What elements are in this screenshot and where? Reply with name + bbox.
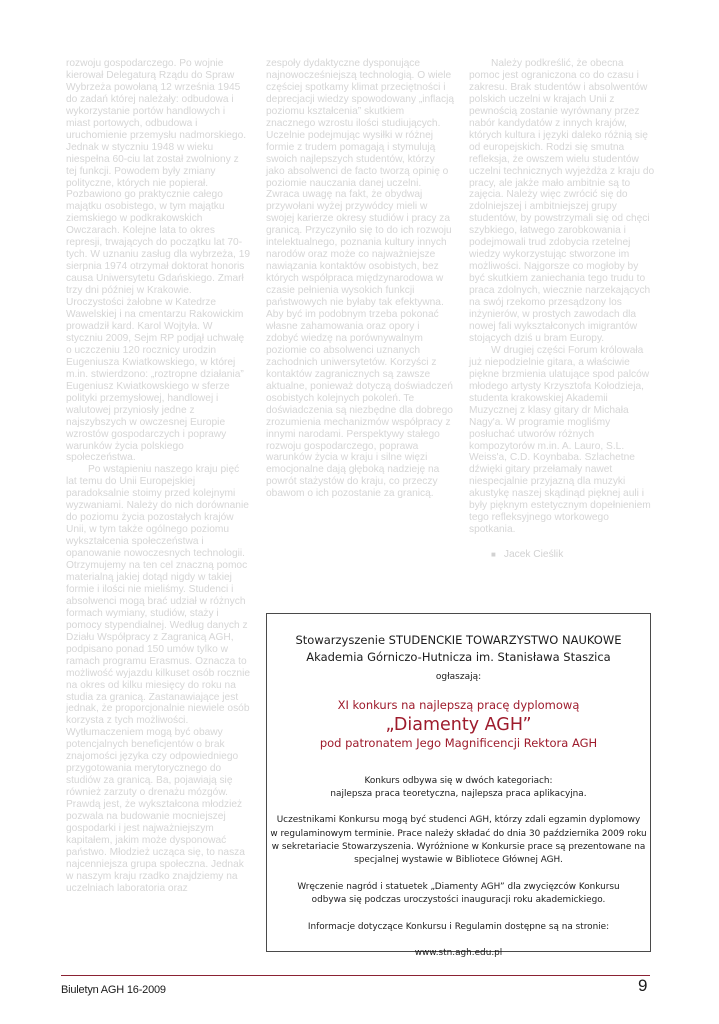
contest-info: Informacje dotyczące Konkursu i Regulamin dostępne są na stronie: [307, 921, 610, 932]
categories-line: Konkurs odbywa się w dwóch kategoriach: [364, 776, 553, 786]
footer-publication: Biuletyn AGH 16-2009 [61, 984, 166, 996]
article-paragraph: W drugiej części Forum królowała już niepodzielnie gitara, a właściwie piękne brzmienia ulatujące spod palców młodego artysty Krzysztofa Kołodzieja, studenta krakowskiej Akademii Muzycznej z klasy gitary dr Michała Nagy'a. W programie mogliśmy posłuchać utworów różnych kompozytorów m.in. A. Lauro, S.L. Weiss'a, C.D. Koynbaba. Szlachetne dźwięki gitary przełamały nawet niespecjalnie przyjazną dla muzyki akustykę naszej skądinąd pięknej auli i były pięknym estetycznym dopełnieniem tego refleksyjnego wtorkowego spotkania. [469, 344, 651, 536]
article-paragraph: Po wstąpieniu naszego kraju pięć lat temu do Unii Europejskiej paradoksalnie stoimy przed kolejnymi wyzwaniami. Należy do nich dorównanie do poziomu życia pozostałych krajów Unii, w tym także ogólnego poziomu wykształcenia społeczeństwa i opanowanie nowoczesnych technologii. Otrzymujemy na ten cel znaczną pomoc materialną jakiej dotąd nigdy w takiej formie i ilości nie mieliśmy. Studenci i absolwenci mogą brać udział w różnych formach wymiany, studiów, staży i pomocy stypendialnej. Według danych z Działu Współpracy z Zagranicą AGH, podpisano ponad 150 umów tylko w ramach programu Erasmus. Oznacza to możliwość wyjazdu kilkuset osób rocznie na okres od kilku miesięcy do roku na studia za granicą. Zastanawiające jest jednak, że proporcjonalnie niewiele osób korzysta z tych możliwości. Wytłumaczeniem mogą być obawy potencjalnych beneficjentów o brak znajomości języka czy odpowiedniego przygotowania merytorycznego do studiów za granicą. Ba, pojawiają się również zarzuty o drenażu mózgów. Prawdą jest, że wykształcona młodzież pozwala na budowanie mocniejszej gospodarki i jest najważniejszym kapitałem, jakim może dysponować państwo. Młodzież ucząca się, to nasza najcenniejsza grupa społeczna. Jednak w naszym kraju rzadko znajdziemy na uczelniach laboratoria oraz [66, 464, 251, 894]
author-marker-icon: ■ [491, 550, 496, 560]
awards-line: odbywa się podczas uroczystości inauguracji roku akademickiego. [311, 895, 606, 906]
article-author [469, 549, 655, 561]
contest-title: „Diamenty AGH” [385, 715, 532, 735]
contest-announcement-box [266, 613, 651, 958]
organizer-university: Akademia Górniczo-Hutnicza im. Stanisława Staszica [306, 650, 611, 664]
categories-line: najlepsza praca teoretyczna, najlepsza praca aplikacyjna. [330, 789, 587, 800]
participants-line: w regulaminowym terminie. Prace należy składać do dnia 30 października 2009 roku [270, 828, 647, 839]
article-column-3 [469, 58, 655, 561]
article-column-2 [266, 58, 454, 500]
organizers [267, 632, 650, 666]
author-name: Jacek Cieślik [503, 549, 564, 561]
organizer-society: Stowarzyszenie STUDENCKIE TOWARZYSTWO NAUKOWE [295, 633, 622, 647]
awards-line: Wręczenie nagród i statuetek „Diamenty AGH” dla zwycięzców Konkursu [297, 882, 620, 893]
contest-edition: XI konkurs na najlepszą pracę dyplomową [337, 698, 580, 712]
article-paragraph: rozwoju gospodarczego. Po wojnie kierował Delegaturą Rządu do Spraw Wybrzeża powołaną 12 września 1945 do zadań której należały: odbudowa i wykorzystanie portów handlowych i miast portowych, odbudowa i uruchomienie przemysłu nadmorskiego. Jednak w styczniu 1948 w wieku niespełna 60-ciu lat został zwolniony z tej funkcji. Powodem były zmiany polityczne, których nie popierał. Pozbawiono go praktycznie całego majątku osobistego, w tym majątku ziemskiego w podkrakowskich Owczarach. Kolejne lata to okres represji, trwających do początku lat 70-tych. W uznaniu zasług dla wybrzeża, 19 sierpnia 1974 otrzymał doktorat honoris causa Uniwersytetu Gdańskiego. Zmarł trzy dni później w Krakowie. Uroczystości żałobne w Katedrze Wawelskiej i na cmentarzu Rakowickim prowadził kard. Karol Wojtyła. W styczniu 2009, Sejm RP podjął uchwałę o uczczeniu 120 rocznicy urodzin Eugeniusza Kwiatkowskiego, w której m.in. stwierdzono: „roztropne działania” Eugeniusz Kwiatkowskiego w sferze polityki przemysłowej, handlowej i walutowej przyniosły jedne z najszybszych w owczesnej Europie wzrostów gospodarczych i poprawy warunków życia polskiego społeczeństwa. [66, 58, 251, 464]
contest-categories [267, 775, 650, 801]
article-paragraph: Należy podkreślić, że obecna pomoc jest ograniczona co do czasu i zakresu. Brak studentów i absolwentów polskich uczelni w krajach Unii z pewnością zostanie wyrównany przez nabór kandydatów z innych krajów, których kultura i języki daleko różnią się od europejskich. Rodzi się smutna refleksja, że owszem wielu studentów uczelni technicznych wyjeżdża z kraju do pracy, ale jakże mało ambitnie są to zajęcia. Należy więc zwrócić się do zdolniejszej i ambitniejszej grupy studentów, by powstrzymali się od chęci szybkiego, łatwego zarobkowania i podejmowali trud zdobycia rzetelnej wiedzy wykorzystując stworzone im możliwości. Najgorsze co mogłoby by być skutkiem zaniechania tego trudu to praca zdolnych, wiecznie narzekających na swój rzekomo przesądzony los inżynierów, w prostych zawodach dla nowej fali wykształconych imigrantów stojących dziś u bram Europy. [469, 58, 655, 344]
announces-label: ogłaszają: [435, 672, 482, 682]
contest-participants [267, 814, 650, 867]
contest-patronage: pod patronatem Jego Magnificencji Rektora AGH [319, 736, 598, 750]
contest-awards [267, 881, 650, 907]
contest-url[interactable]: www.stn.agh.edu.pl [414, 947, 503, 958]
participants-line: w sekretariacie Stowarzyszenia. Wyróżnione w Konkursie prace są prezentowane na [271, 841, 646, 852]
participants-line: Uczestnikami Konkursu mogą być studenci AGH, którzy zdali egzamin dyplomowy [276, 815, 641, 826]
article-paragraph: zespoły dydaktyczne dysponujące najnowocześniejszą technologią. O wiele częściej spotkamy klimat przeciętności i deprecjacji wiedzy spowodowany „inflacją poziomu kształcenia” skutkiem znacznego wzrostu ilości studiujących. Uczelnie podejmując wysiłki w różnej formie z trudem pomagają i stymulują swoich najlepszych studentów, którzy jako absolwenci de facto tworzą opinię o poziomie nauczania danej uczelni. Zwraca uwagę na fakt, że obydwaj przywołani wyżej przywódcy mieli w swojej karierze okresy studiów i pracy za granicą. Przyczyniło się to do ich rozwoju intelektualnego, poznania kultury innych narodów oraz może co najważniejsze nawiązania kontaktów osobistych, bez których współpraca międzynarodowa w czasie pełnienia wysokich funkcji państwowych nie byłaby tak efektywna. Aby być im podobnym trzeba pokonać własne zahamowania oraz opory i zdobyć wiedzę na porównywalnym poziomie co absolwenci uznanych zachodnich uniwersytetów. Korzyści z kontaktów zagranicznych są zawsze aktualne, ponieważ dotyczą doświadczeń osobistych kolejnych pokoleń. Te doświadczenia są niezbędne dla dobrego zrozumienia mechanizmów współpracy z innymi narodami. Perspektywy stałego rozwoju gospodarczego, poprawa warunków życia w kraju i silne więzi emocjonalne dają głęboką nadzieję na powrót stażystów do kraju, co przeczy obawom o ich pozostanie za granicą. [266, 58, 454, 500]
footer-rule [61, 975, 650, 976]
article-column-1 [66, 58, 252, 895]
participants-line: specjalnej wystawie w Bibliotece Głównej AGH. [354, 855, 563, 866]
page-number: 9 [638, 976, 648, 995]
